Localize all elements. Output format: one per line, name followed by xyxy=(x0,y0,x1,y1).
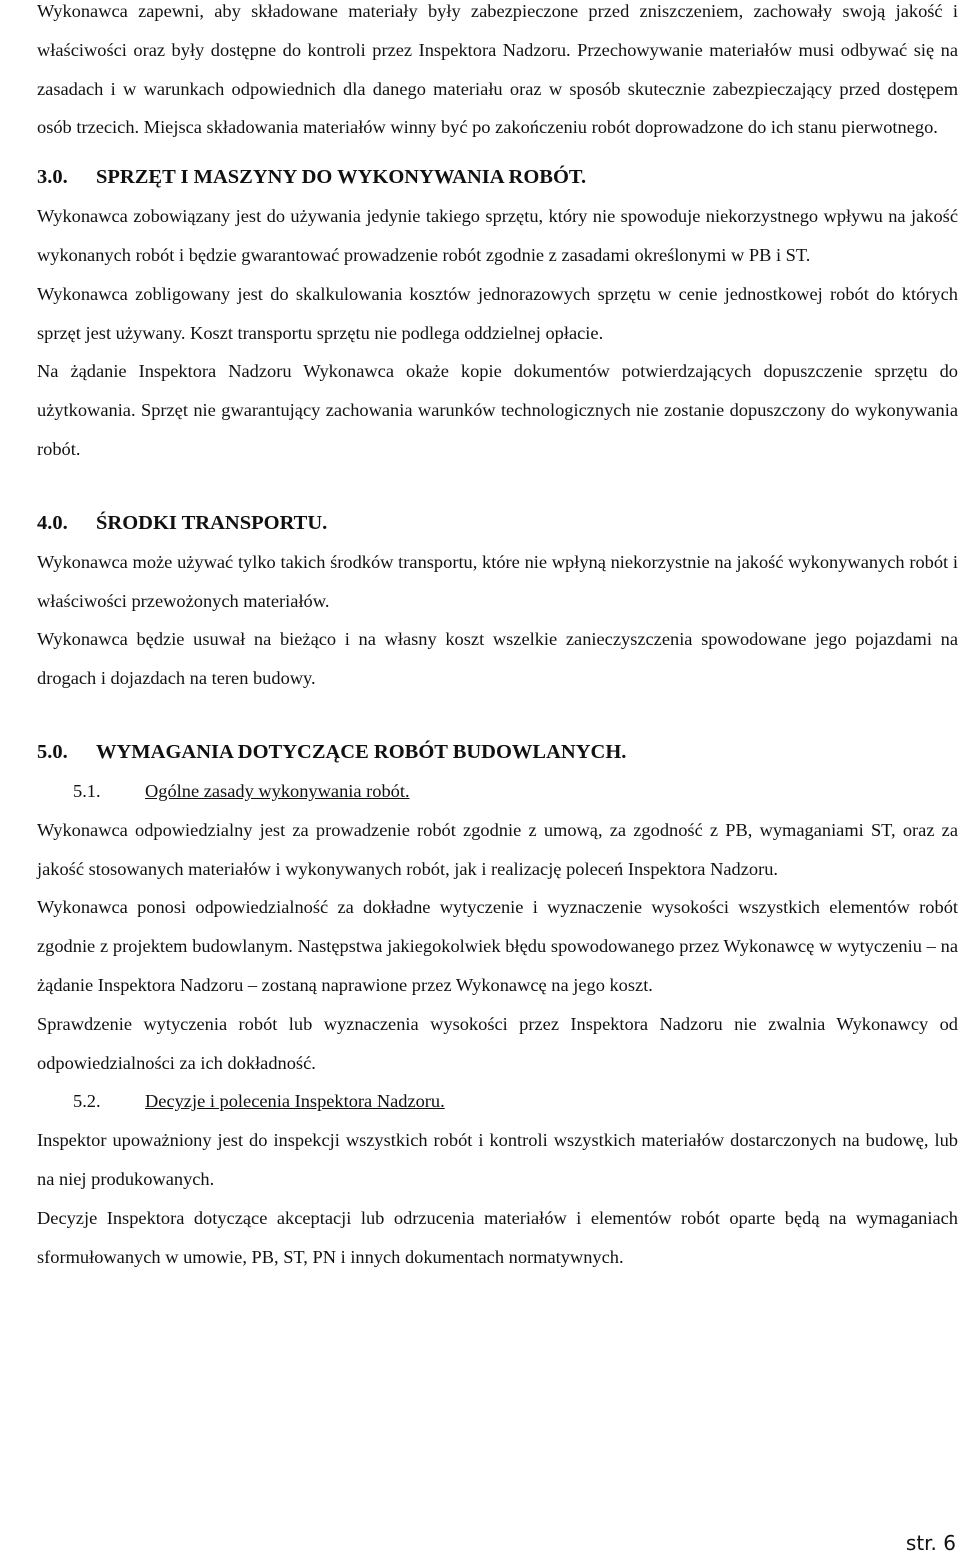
body-paragraph: Na żądanie Inspektora Nadzoru Wykonawca okaże kopie dokumentów potwierdzających dopuszczenie sprzętu do użytkowania. Sprzęt nie gwarantujący zachowania warunków technologicznych nie zostanie dopuszczony do wykonywania robót. xyxy=(37,361,958,459)
body-paragraph: Wykonawca ponosi odpowiedzialność za dokładne wytyczenie i wyznaczenie wysokości wszystkich elementów robót zgodnie z projektem budowlanym. Następstwa jakiegokolwiek błędu spowodowanego przez Wykonawcę w wytyczeniu – na żądanie Inspektora Nadzoru – zostaną naprawione przez Wykonawcę na jego koszt. xyxy=(37,897,958,995)
spacer xyxy=(37,698,958,732)
body-paragraph: Inspektor upoważniony jest do inspekcji wszystkich robót i kontroli wszystkich materiałów dostarczonych na budowę, lub na niej produkowanych. xyxy=(37,1130,958,1189)
body-paragraph: Wykonawca może używać tylko takich środków transportu, które nie wpłyną niekorzystnie na jakość wykonywanych robót i właściwości przewożonych materiałów. xyxy=(37,551,958,611)
subsection-title: Decyzje i polecenia Inspektora Nadzoru. xyxy=(145,1091,445,1112)
subsection-heading-5-1 xyxy=(37,772,958,811)
section-title: SPRZĘT I MASZYNY DO WYKONYWANIA ROBÓT. xyxy=(96,166,587,189)
subsection-number: 5.1. xyxy=(73,780,101,801)
section-number: 3.0. xyxy=(37,166,68,189)
body-paragraph: Sprawdzenie wytyczenia robót lub wyznaczenia wysokości przez Inspektora Nadzoru nie zwalnia Wykonawcy od odpowiedzialności za ich dokładność. xyxy=(37,1013,958,1073)
subsection-title: Ogólne zasady wykonywania robót. xyxy=(145,780,410,801)
subsection-number: 5.2. xyxy=(73,1091,101,1112)
body-paragraph: Wykonawca zapewni, aby składowane materiały były zabezpieczone przed zniszczeniem, zachowały swoją jakość i właściwości oraz były dostępne do kontroli przez Inspektora Nadzoru. Przechowywanie materiałów musi odbywać się na zasadach i w warunkach odpowiednich dla danego materiału oraz w sposób skutecznie zabezpieczający przed dostępem osób trzecich. Miejsca składowania materiałów winny być po zakończeniu robót doprowadzone do ich stanu pierwotnego. xyxy=(37,1,958,138)
body-paragraph: Wykonawca będzie usuwał na bieżąco i na własny koszt wszelkie zanieczyszczenia spowodowane jego pojazdami na drogach i dojazdach na teren budowy. xyxy=(37,629,958,689)
subsection-heading-5-2 xyxy=(37,1082,958,1121)
section-heading-5 xyxy=(37,732,958,772)
section-number: 4.0. xyxy=(37,511,68,534)
section-number: 5.0. xyxy=(37,740,68,763)
body-paragraph: Wykonawca zobowiązany jest do używania jedynie takiego sprzętu, który nie spowoduje niekorzystnego wpływu na jakość wykonanych robót i będzie gwarantować prowadzenie robót zgodnie z zasadami określonymi w PB i ST. xyxy=(37,206,958,265)
section-heading-4 xyxy=(37,503,958,543)
section-title: ŚRODKI TRANSPORTU. xyxy=(96,511,328,534)
spacer xyxy=(37,469,958,503)
section-title: WYMAGANIA DOTYCZĄCE ROBÓT BUDOWLANYCH. xyxy=(96,740,627,763)
page-number: str. 6 xyxy=(905,1531,956,1555)
section-heading-3 xyxy=(37,157,958,197)
body-paragraph: Wykonawca zobligowany jest do skalkulowania kosztów jednorazowych sprzętu w cenie jednostkowej robót do których sprzęt jest używany. Koszt transportu sprzętu nie podlega oddzielnej opłacie. xyxy=(37,283,958,343)
body-paragraph: Wykonawca odpowiedzialny jest za prowadzenie robót zgodnie z umową, za zgodność z PB, wymaganiami ST, oraz za jakość stosowanych materiałów i wykonywanych robót, jak i realizację poleceń Inspektora Nadzoru. xyxy=(37,819,958,879)
body-paragraph: Decyzje Inspektora dotyczące akceptacji lub odrzucenia materiałów i elementów robót oparte będą na wymaganiach sformułowanych w umowie, PB, ST, PN i innych dokumentach normatywnych. xyxy=(37,1207,958,1267)
document-page xyxy=(37,0,958,1276)
spacer xyxy=(37,147,958,157)
